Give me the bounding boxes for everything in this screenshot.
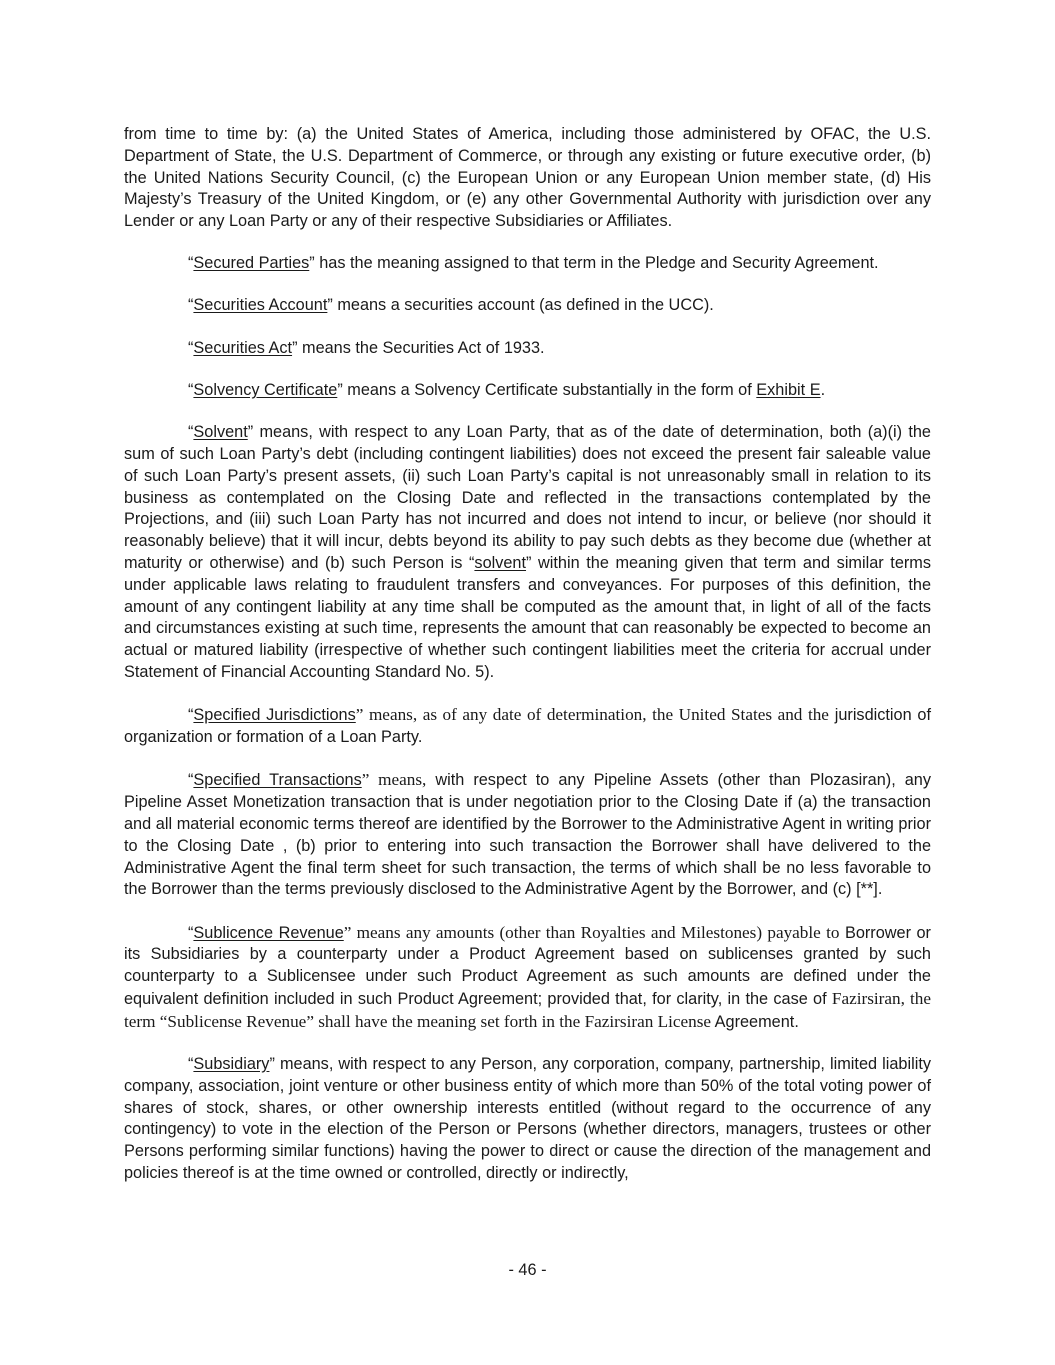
definition-solvent xyxy=(124,422,931,684)
open-quote: “ xyxy=(188,338,194,357)
open-quote: “ xyxy=(188,296,194,315)
inner-defined-term: solvent xyxy=(474,553,527,572)
definition-text: with respect to any Pipeline Assets (other than Plozasiran), any Pipeline Asset Monetization transaction that is under negotiation prior to the Closing Date if (a) the transaction and all material economic terms thereof are identified by the Borrower to the Administrative Agent in writing prior to the Closing Date , (b) prior to entering into such transaction the Borrower shall have delivered to the Administrative Agent the final term sheet for such transaction, the terms of which shall be no less favorable to the Borrower than the terms previously disclosed to the Administrative Agent by the Borrower, and (c) [**]. xyxy=(124,771,931,899)
defined-term: Solvent xyxy=(193,423,248,442)
defined-term: Specified Jurisdictions xyxy=(193,706,356,725)
intro-paragraph xyxy=(124,124,931,233)
definition-specified-jurisdictions xyxy=(124,704,931,749)
definition-solvency-certificate xyxy=(124,380,931,402)
open-quote: “ xyxy=(188,706,194,725)
document-body xyxy=(124,124,931,1205)
definition-end: . xyxy=(820,380,826,399)
definition-securities-account xyxy=(124,295,931,317)
defined-term: Securities Account xyxy=(193,296,328,315)
definition-text-serif: ” means any amounts (other than Royalties and Milestones) payable to xyxy=(343,922,840,942)
defined-term: Sublicence Revenue xyxy=(193,923,344,942)
definition-text-serif-2: Fazirsiran, the term “Sublicense Revenue” shall have the meaning set forth in the Fazirsiran License xyxy=(124,989,931,1031)
definition-secured-parties xyxy=(124,253,931,275)
defined-term: Subsidiary xyxy=(193,1055,270,1074)
definition-text-serif: ” means, as of any date of determination, the United States and the xyxy=(355,705,829,725)
definition-subsidiary xyxy=(124,1054,931,1185)
definition-text: ” means the Securities Act of 1933. xyxy=(292,338,545,357)
defined-term: Specified Transactions xyxy=(193,771,362,790)
definition-text: ” means, with respect to any Person, any corporation, company, partnership, limited liability company, association, joint venture or other business entity of which more than 50% of the total voting power of shares of stock, shares, or other ownership interests entitled (without regard to the occurrence of any contingency) to vote in the election of the Person or Persons (whether directors, managers, trustees or other Persons performing similar functions) having the power to direct or cause the direction of the management and policies thereof is at the time owned or controlled, directly or indirectly, xyxy=(124,1055,931,1183)
definition-text: jurisdiction of organization or formation of a Loan Party. xyxy=(124,706,931,747)
open-quote: “ xyxy=(188,923,194,942)
intro-text: from time to time by: (a) the United States of America, including those administered by OFAC, the U.S. Department of State, the U.S. Department of Commerce, or through any existing or future executive order, (b) the United Nations Security Council, (c) the European Union or any European Union member state, (d) His Majesty’s Treasury of the United Kingdom, or (e) any other Governmental Authority with jurisdiction over any Lender or any Loan Party or any of their respective Subsidiaries or Affiliates. xyxy=(124,125,931,231)
defined-term: Securities Act xyxy=(193,338,293,357)
open-quote: “ xyxy=(188,423,194,442)
definition-securities-act xyxy=(124,338,931,360)
definition-text: ” has the meaning assigned to that term in the Pledge and Security Agreement. xyxy=(309,253,879,272)
open-quote: “ xyxy=(188,380,194,399)
open-quote: “ xyxy=(188,1055,194,1074)
definition-text-end: Agreement. xyxy=(711,1012,799,1031)
definition-text: ” means a securities account (as defined in the UCC). xyxy=(327,296,714,315)
page-number: - 46 - xyxy=(508,1261,547,1279)
definition-text: ” means, with respect to any Loan Party, that as of the date of determination, both (a)(i) the sum of such Loan Party’s debt (including contingent liabilities) does not exceed the present fair saleable value of such Loan Party’s present assets, (ii) such Loan Party’s capital is not unreasonably small in relation to its business as contemplated on the Closing Date and reflected in the transactions contemplated by the Projections, and (iii) such Loan Party has not incurred and does not intend to incur, or believe (nor should it reasonably believe) that it will incur, debts beyond its ability to pay such debts as they become due (whether at maturity or otherwise) and (b) such Person is “ xyxy=(124,423,931,572)
definition-text-serif: ” means, xyxy=(361,770,427,790)
definition-text: Borrower or its Subsidiaries by a counterparty under a Product Agreement based on sublicenses granted by such counterparty to a Sublicensee under such Product Agreement as such amounts are defined under the equivalent definition included in such Product Agreement; provided that, for clarity, in the case of xyxy=(124,923,931,1008)
open-quote: “ xyxy=(188,253,194,272)
open-quote: “ xyxy=(188,771,194,790)
definition-text: ” means a Solvency Certificate substantially in the form of xyxy=(337,380,757,399)
definition-text-continued: ” within the meaning given that term and similar terms under applicable laws relating to fraudulent transfers and conveyances. For purposes of this definition, the amount of any contingent liability at any time shall be computed as the amount that, in light of all of the facts and circumstances existing at such time, represents the amount that can reasonably be expected to become an actual or matured liability (irrespective of whether such contingent liabilities meet the criteria for accrual under Statement of Financial Accounting Standard No. 5). xyxy=(124,553,931,681)
definition-specified-transactions xyxy=(124,769,931,901)
definition-sublicence-revenue xyxy=(124,922,931,1034)
exhibit-reference: Exhibit E xyxy=(756,380,821,399)
defined-term: Secured Parties xyxy=(193,253,310,272)
defined-term: Solvency Certificate xyxy=(193,380,338,399)
